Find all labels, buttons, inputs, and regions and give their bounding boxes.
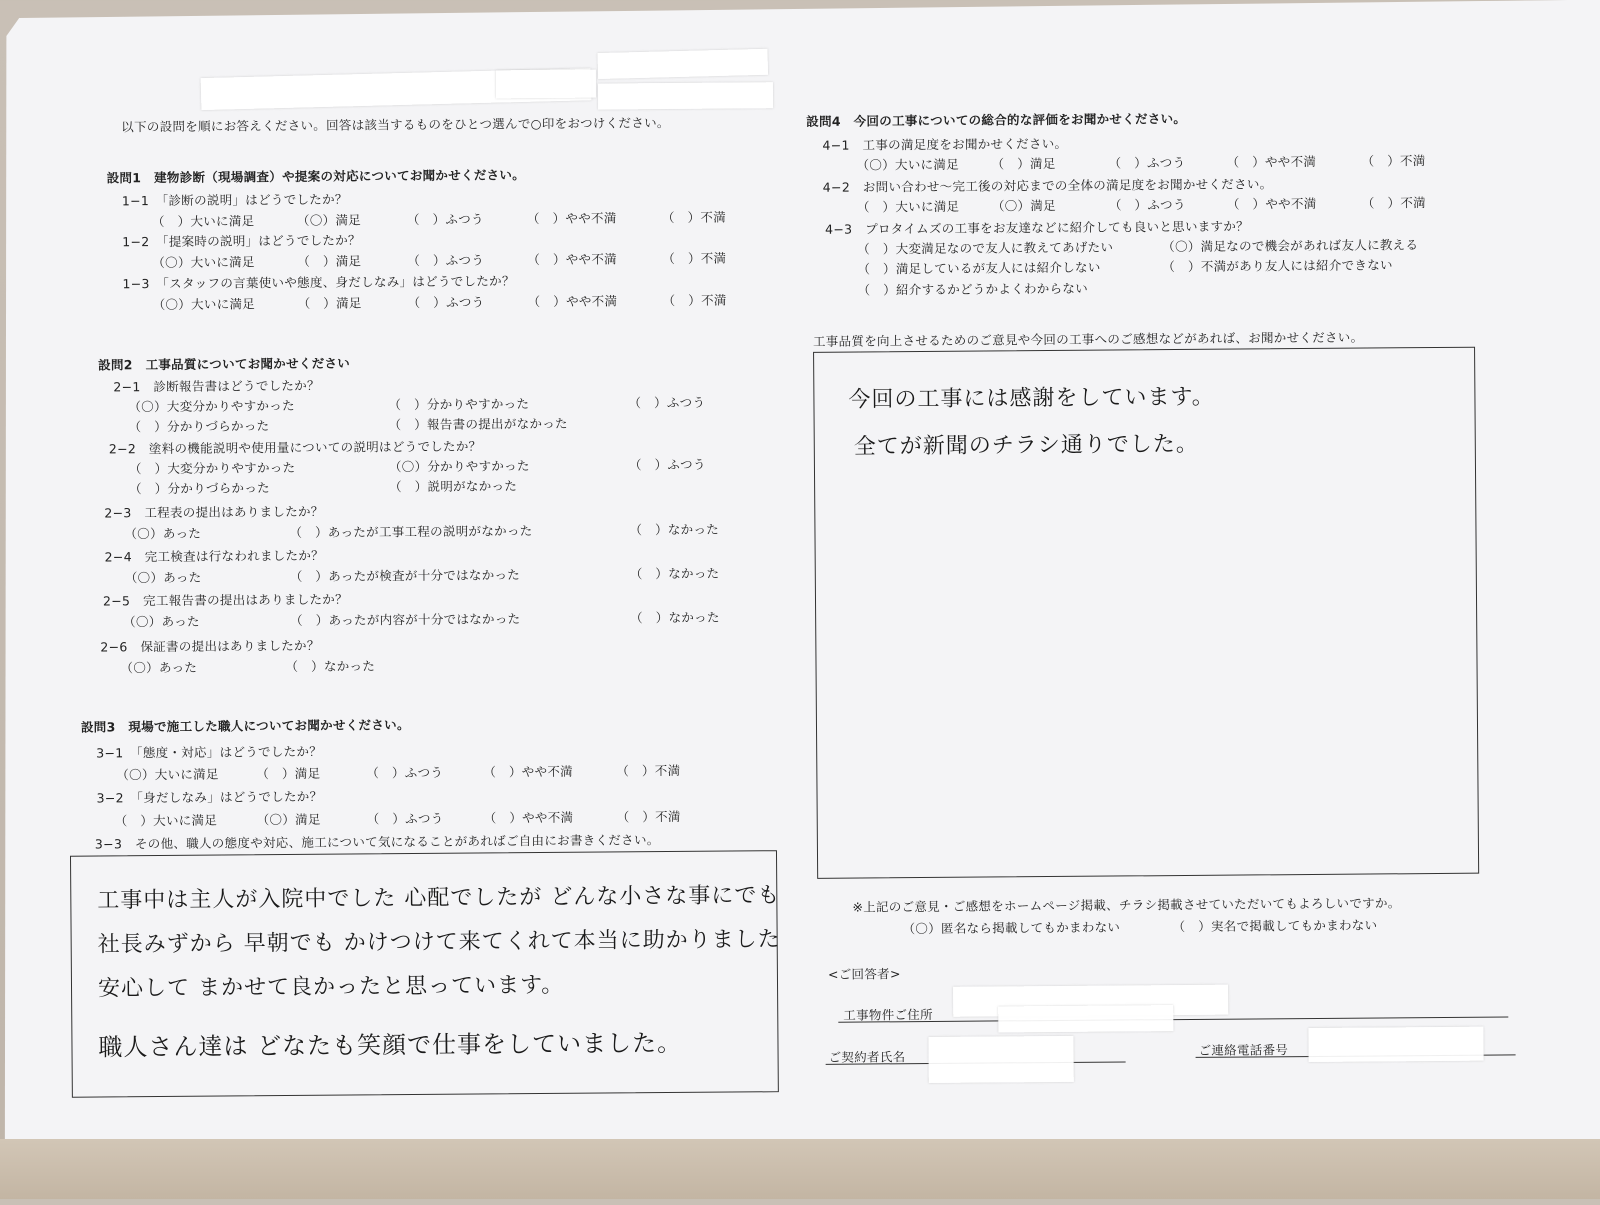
q1-3-opt5[interactable]: （ ）不満 <box>662 292 727 309</box>
q2-title: 設問2 工事品質についてお聞かせください <box>98 355 351 373</box>
feedback-handwriting-line: 今回の工事には感謝をしています。 <box>848 384 1215 413</box>
q2-4-opt2[interactable]: （ ）あったが検査が十分ではなかった <box>289 567 521 585</box>
q3-handwriting-line: 安心して まかせて良かったと思っています。 <box>97 972 565 1002</box>
q4-1-opt4[interactable]: （ ）やや不満 <box>1226 153 1317 170</box>
q1-3-opt2[interactable]: （ ）満足 <box>297 295 362 311</box>
redaction-tape <box>928 1036 1073 1083</box>
q2-4-opt3[interactable]: （ ）なかった <box>629 565 720 582</box>
q2-1-label: 2−1 診断報告書はどうでしたか？ <box>113 377 320 395</box>
q1-1-opt2[interactable]: （〇）満足 <box>296 212 362 228</box>
q2-4-opt1[interactable]: （〇）あった <box>124 569 202 586</box>
q2-5-label: 2−5 完工報告書の提出はありましたか？ <box>102 591 348 609</box>
q1-title: 設問1 建物診断（現場調査）や提案の対応についてお聞かせください。 <box>106 167 526 186</box>
q2-2-opt2[interactable]: （〇）分かりやすかった <box>388 458 530 475</box>
q3-1-opt2[interactable]: （ ）満足 <box>256 765 321 782</box>
q2-2-opt4[interactable]: （ ）分かりづらかった <box>129 480 270 497</box>
redaction-tape <box>1308 1027 1483 1062</box>
q3-1-opt1[interactable]: （〇）大いに満足 <box>116 766 219 783</box>
consent-opt2[interactable]: （ ）実名で掲載してもかまわない <box>1172 917 1378 935</box>
q3-handwriting-line: 工事中は主人が入院中でした 心配でしたが どんな小さな事にでも <box>97 883 781 914</box>
feedback-label: 工事品質を向上させるためのご意見や今回の工事へのご感想などがあれば、お聞かせください。 <box>812 329 1364 349</box>
q1-3-opt3[interactable]: （ ）ふつう <box>407 294 485 311</box>
q3-1-opt5[interactable]: （ ）不満 <box>616 762 681 779</box>
q2-2-label: 2−2 塗料の機能説明や使用量についての説明はどうでしたか？ <box>108 438 482 457</box>
q2-3-opt3[interactable]: （ ）なかった <box>629 521 720 538</box>
respondent-header: <ご回答者> <box>827 966 901 982</box>
q2-1-opt1[interactable]: （〇）大変分かりやすかった <box>128 397 295 415</box>
feedback-handwriting-line: 全てが新聞のチラシ通りでした。 <box>853 431 1199 460</box>
address-label: 工事物件ご住所 <box>843 1006 933 1023</box>
q3-2-opt2[interactable]: （〇）満足 <box>256 811 321 828</box>
redaction-tape <box>597 49 768 79</box>
q1-1-opt5[interactable]: （ ）不満 <box>661 209 727 226</box>
q1-2-label: 1−2 「提案時の説明」はどうでしたか？ <box>122 232 361 250</box>
redaction-tape <box>496 70 596 99</box>
phone-label: ご連絡電話番号 <box>1198 1042 1289 1058</box>
q3-1-opt4[interactable]: （ ）やや不満 <box>483 763 574 780</box>
q1-1-opt4[interactable]: （ ）やや不満 <box>526 210 617 227</box>
q3-2-opt3[interactable]: （ ）ふつう <box>366 810 444 827</box>
q3-2-opt5[interactable]: （ ）不満 <box>616 808 681 825</box>
redaction-tape <box>598 82 773 109</box>
q4-1-opt3[interactable]: （ ）ふつう <box>1108 154 1186 171</box>
q4-2-opt2[interactable]: （〇）満足 <box>991 197 1056 214</box>
q4-3-opt1[interactable]: （ ）大変満足なので友人に教えてあげたい <box>857 239 1114 257</box>
q2-4-label: 2−4 完工検査は行なわれましたか？ <box>104 547 324 565</box>
q3-handwriting-line: 社長みずから 早朝でも かけつけて来てくれて本当に助かりました <box>97 927 781 958</box>
q4-3-opt2[interactable]: （〇）満足なので機会があれば友人に教える <box>1162 237 1419 255</box>
q2-3-opt1[interactable]: （〇）あった <box>124 525 202 542</box>
q1-2-opt2[interactable]: （ ）満足 <box>297 253 362 269</box>
q1-1-label: 1−1 「診断の説明」はどうでしたか？ <box>121 191 348 209</box>
q2-1-opt4[interactable]: （ ）分かりづらかった <box>128 418 270 435</box>
consent-label: ※上記のご意見・ご感想をホームページ掲載、チラシ掲載させていただいてもよろしいですか。 <box>852 895 1401 915</box>
q1-2-opt4[interactable]: （ ）やや不満 <box>527 251 617 268</box>
q1-3-opt1[interactable]: （〇）大いに満足 <box>152 296 256 313</box>
q3-3-label: 3−3 その他、職人の態度や対応、施工について気になることがあればご自由にお書きください。 <box>94 832 660 852</box>
q4-2-opt1[interactable]: （ ）大いに満足 <box>856 198 960 215</box>
q4-title: 設問4 今回の工事についての総合的な評価をお聞かせください。 <box>806 110 1187 129</box>
q3-2-label: 3−2 「身だしなみ」はどうでしたか？ <box>96 788 323 806</box>
q4-1-opt2[interactable]: （ ）満足 <box>991 155 1056 172</box>
q1-1-opt1[interactable]: （ ）大いに満足 <box>151 213 255 230</box>
q2-5-opt3[interactable]: （ ）なかった <box>630 609 720 626</box>
q3-2-opt1[interactable]: （ ）大いに満足 <box>114 812 218 829</box>
q1-3-label: 1−3 「スタッフの言葉使いや態度、身だしなみ」はどうでしたか？ <box>122 273 515 292</box>
q2-3-opt2[interactable]: （ ）あったが工事工程の説明がなかった <box>289 523 533 541</box>
q4-2-opt3[interactable]: （ ）ふつう <box>1108 196 1186 213</box>
q2-5-opt1[interactable]: （〇）あった <box>123 613 200 630</box>
q2-6-opt1[interactable]: （〇）あった <box>120 659 198 676</box>
q4-1-label: 4−1 工事の満足度をお聞かせください。 <box>822 135 1068 153</box>
q2-2-opt1[interactable]: （ ）大変分かりやすかった <box>128 459 296 477</box>
q1-1-opt3[interactable]: （ ）ふつう <box>406 211 484 228</box>
q3-handwriting-line: 職人さん達は どなたも笑顔で仕事をしていました。 <box>98 1028 683 1062</box>
q2-1-opt5[interactable]: （ ）報告書の提出がなかった <box>388 415 568 433</box>
q3-1-label: 3−1 「態度・対応」はどうでしたか？ <box>96 743 323 761</box>
q2-1-opt3[interactable]: （ ）ふつう <box>628 394 706 411</box>
q4-2-label: 4−2 お問い合わせ〜完工後の対応までの全体の満足度をお聞かせください。 <box>822 176 1273 195</box>
q1-2-opt5[interactable]: （ ）不満 <box>662 250 727 267</box>
q1-3-opt4[interactable]: （ ）やや不満 <box>527 293 618 310</box>
q4-2-opt4[interactable]: （ ）やや不満 <box>1226 195 1317 212</box>
q3-title: 設問3 現場で施工した職人についてお聞かせください。 <box>80 717 410 735</box>
q1-2-opt3[interactable]: （ ）ふつう <box>407 252 485 269</box>
q2-5-opt2[interactable]: （ ）あったが内容が十分ではなかった <box>290 611 521 629</box>
redaction-tape <box>998 1005 1173 1032</box>
q3-1-opt3[interactable]: （ ）ふつう <box>366 764 444 781</box>
q3-2-opt4[interactable]: （ ）やや不満 <box>483 809 574 826</box>
q4-1-opt5[interactable]: （ ）不満 <box>1361 153 1426 169</box>
q2-2-opt5[interactable]: （ ）説明がなかった <box>389 478 518 495</box>
q4-2-opt5[interactable]: （ ）不満 <box>1361 195 1426 211</box>
q4-1-opt1[interactable]: （〇）大いに満足 <box>856 156 960 173</box>
q2-3-label: 2−3 工程表の提出はありましたか？ <box>104 503 324 521</box>
q4-3-opt3[interactable]: （ ）満足しているが友人には紹介しない <box>857 259 1101 277</box>
q4-3-opt5[interactable]: （ ）紹介するかどうかよくわからない <box>857 280 1089 298</box>
q4-3-opt4[interactable]: （ ）不満があり友人には紹介できない <box>1162 257 1393 275</box>
q4-3-label: 4−3 プロタイムズの工事をお友達などに紹介しても良いと思いますか？ <box>825 218 1249 237</box>
q2-2-opt3[interactable]: （ ）ふつう <box>628 456 706 473</box>
consent-opt1[interactable]: （〇）匿名なら掲載してもかまわない <box>902 919 1121 937</box>
q2-6-label: 2−6 保証書の提出はありましたか？ <box>100 637 320 655</box>
intro-text: 以下の設問を順にお答えください。回答は該当するものをひとつ選んで○印をおつけください。 <box>121 115 670 135</box>
q1-2-opt1[interactable]: （〇）大いに満足 <box>152 254 255 271</box>
name-label: ご契約者氏名 <box>828 1049 906 1065</box>
q2-6-opt2[interactable]: （ ）なかった <box>285 658 376 675</box>
q2-1-opt2[interactable]: （ ）分かりやすかった <box>388 396 530 413</box>
